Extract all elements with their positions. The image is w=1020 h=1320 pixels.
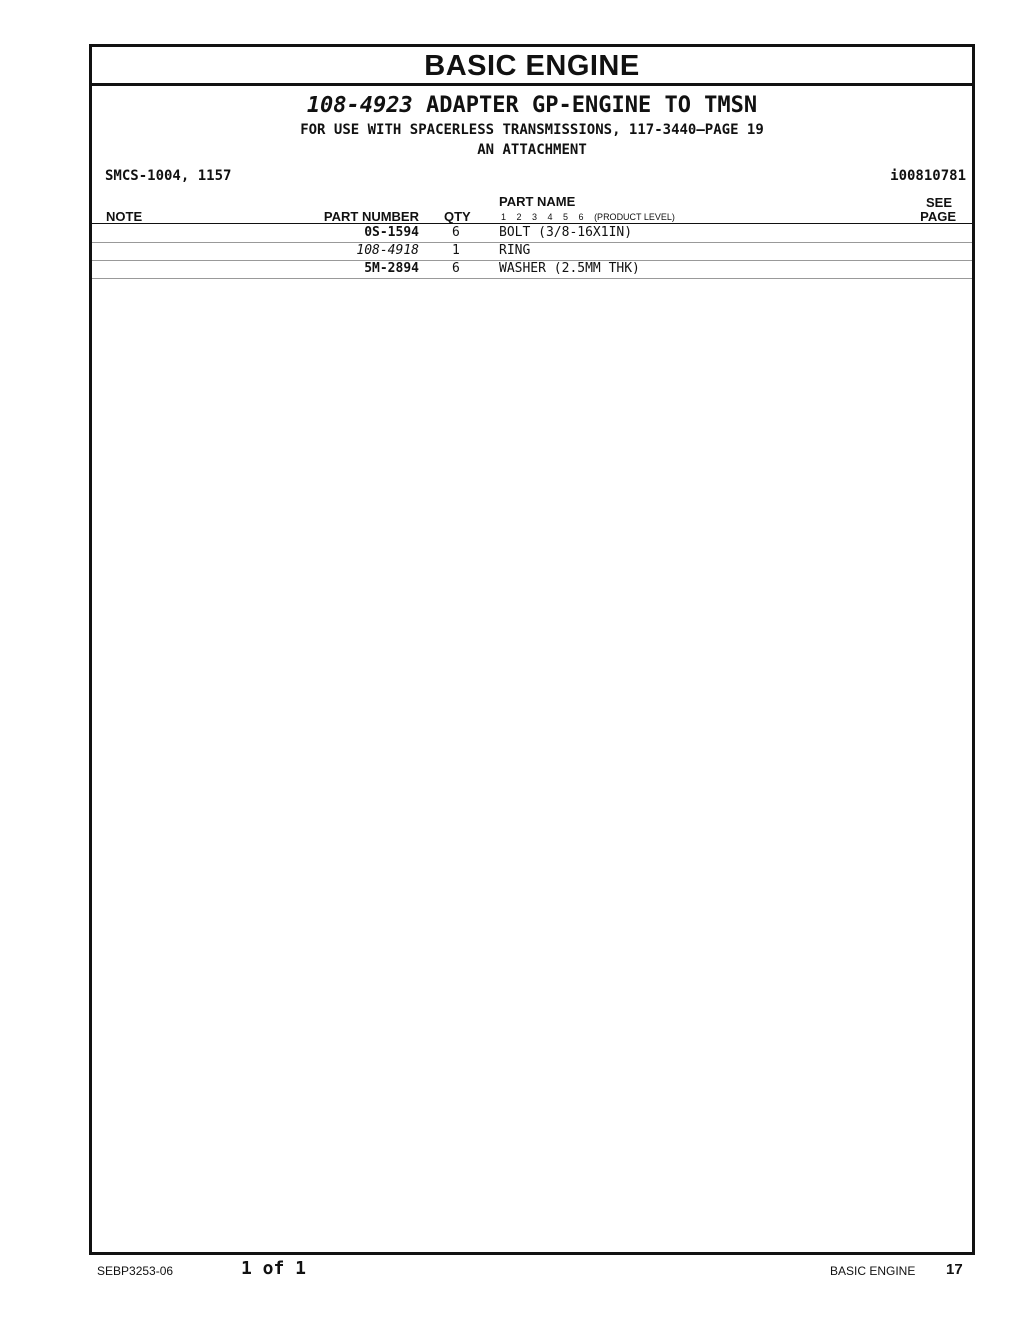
qty-cell: 6 (452, 225, 460, 240)
part-number-cell: 5M-2894 (364, 261, 419, 276)
illustration-id: i00810781 (890, 168, 966, 184)
document-number: SEBP3253-06 (97, 1264, 174, 1278)
part-number-cell: 108-4918 (356, 243, 419, 258)
footer-section-name: BASIC ENGINE (830, 1264, 916, 1278)
part-number-cell: 0S-1594 (364, 225, 419, 240)
qty-cell: 6 (452, 261, 460, 276)
level-numbers: 1 2 3 4 5 6 (501, 212, 584, 222)
col-header-part-name: PART NAME (499, 194, 576, 209)
qty-cell: 1 (452, 243, 460, 258)
attachment-note: AN ATTACHMENT (477, 142, 587, 158)
group-description: ADAPTER GP-ENGINE TO TMSN (426, 93, 758, 118)
parts-page-frame (89, 44, 975, 1255)
product-levels (501, 212, 675, 222)
table-row (92, 242, 972, 261)
part-name-cell: RING (499, 243, 531, 258)
product-level-label: (PRODUCT LEVEL) (594, 212, 675, 222)
group-heading (92, 93, 972, 118)
col-header-note: NOTE (106, 209, 143, 224)
smcs-code: SMCS-1004, 1157 (105, 168, 232, 184)
section-title: BASIC ENGINE (92, 47, 972, 86)
col-header-part-number: PART NUMBER (323, 209, 419, 224)
col-header-see: SEE (925, 195, 952, 210)
part-name-cell: BOLT (3/8-16X1IN) (499, 225, 633, 240)
page-of-indicator: 1 of 1 (241, 1258, 307, 1279)
usage-note: FOR USE WITH SPACERLESS TRANSMISSIONS, 117-3440—PAGE 19 (300, 122, 764, 138)
part-name-cell: WASHER (2.5MM THK) (499, 261, 640, 276)
table-row (92, 260, 972, 279)
page-number: 17 (946, 1261, 963, 1278)
col-header-qty: QTY (444, 209, 471, 224)
table-row (92, 224, 972, 243)
group-part-number: 108-4923 (306, 93, 413, 118)
col-header-page: PAGE (920, 209, 956, 224)
